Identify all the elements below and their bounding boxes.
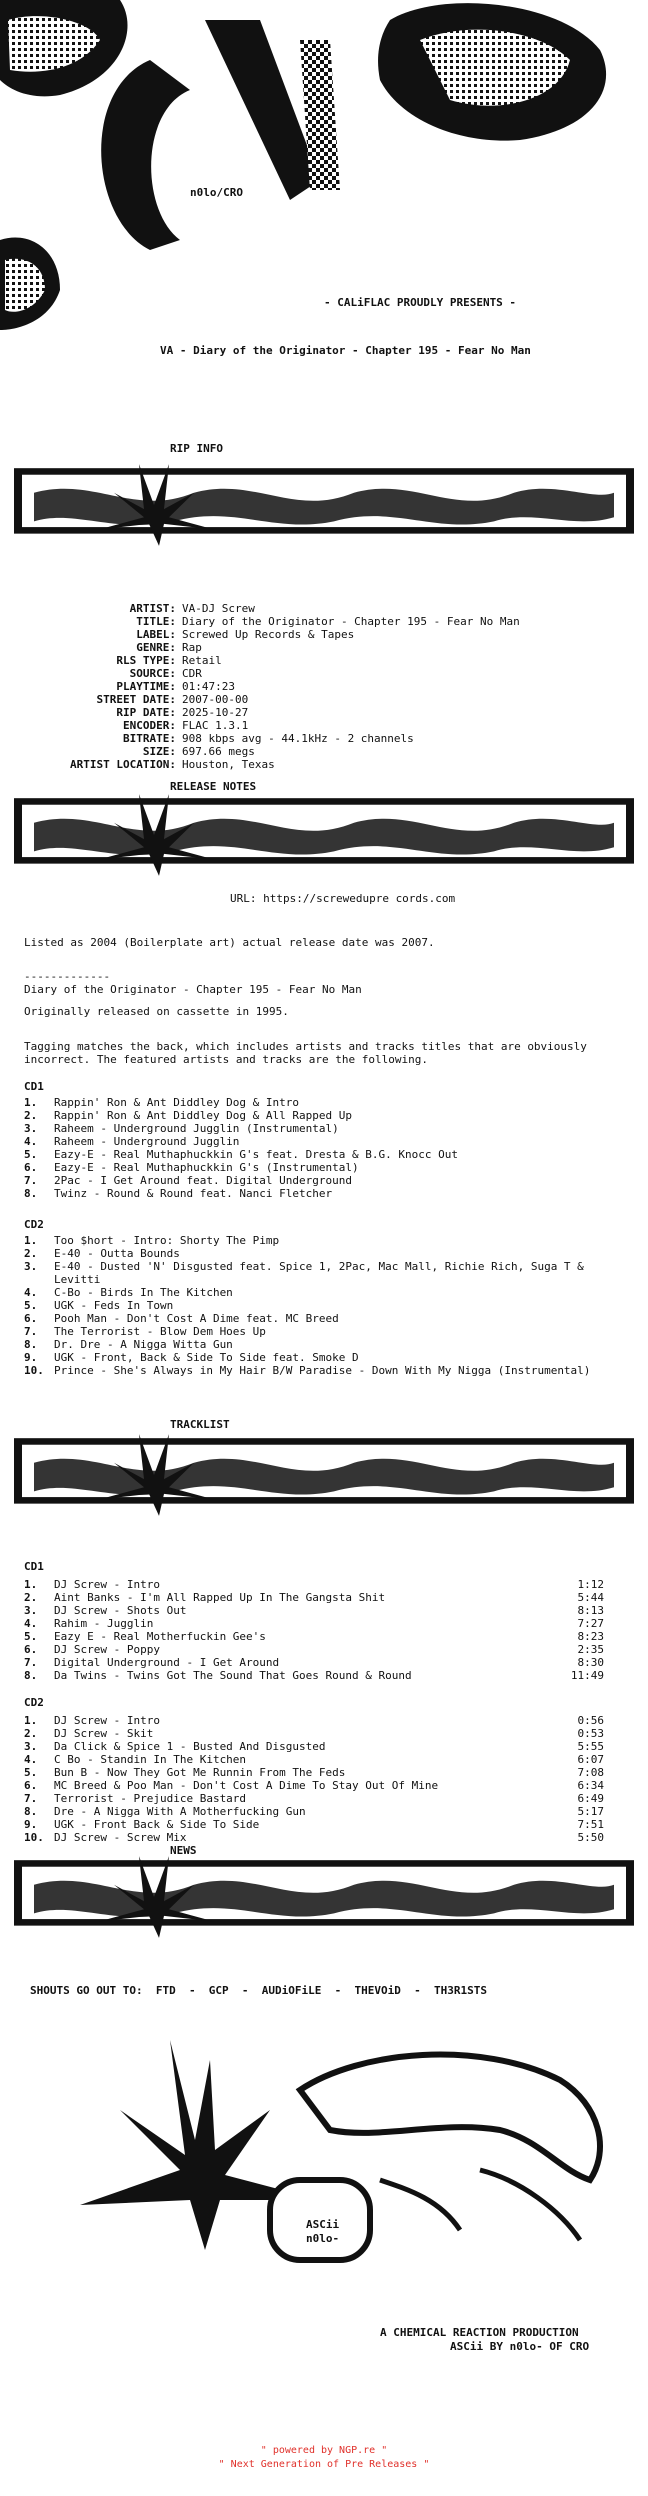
track-row: 2. Aint Banks - I'm All Rapped Up In The Gangsta Shit 5:44 xyxy=(24,1591,604,1604)
author-tag: n0lo/CRO xyxy=(190,186,243,199)
track-row: 2. DJ Screw - Skit 0:53 xyxy=(24,1727,604,1740)
notes-cd2-list xyxy=(24,1234,614,1377)
list-item: 5. UGK - Feds In Town xyxy=(24,1299,174,1312)
rip-info-row: LABEL: Screwed Up Records & Tapes xyxy=(136,628,355,641)
rip-info-row: PLAYTIME: 01:47:23 xyxy=(116,680,235,693)
track-row: 9. UGK - Front Back & Side To Side 7:51 xyxy=(24,1818,604,1831)
release-title: VA - Diary of the Originator - Chapter 195 - Fear No Man xyxy=(160,344,531,357)
list-item: 1. Too $hort - Intro: Shorty The Pimp xyxy=(24,1234,280,1247)
track-row: 8. Da Twins - Twins Got The Sound That Goes Round & Round 11:49 xyxy=(24,1669,604,1682)
list-item: 3. Raheem - Underground Jugglin (Instrumental) xyxy=(24,1122,339,1135)
section-title-tracklist: TRACKLIST xyxy=(170,1418,230,1431)
track-row: 6. MC Breed & Poo Man - Don't Cost A Dime To Stay Out Of Mine 6:34 xyxy=(24,1779,604,1792)
rip-info-row: BITRATE: 908 kbps avg - 44.1kHz - 2 channels xyxy=(123,732,414,745)
art-box-line: n0lo- xyxy=(306,2232,340,2245)
list-item: 7. 2Pac - I Get Around feat. Digital Underground xyxy=(24,1174,353,1187)
track-row: 3. Da Click & Spice 1 - Busted And Disgusted 5:55 xyxy=(24,1740,604,1753)
list-item: 1. Rappin' Ron & Ant Diddley Dog & Intro xyxy=(24,1096,300,1109)
section-title-news: NEWS xyxy=(170,1844,197,1857)
tracklist-cd1 xyxy=(24,1578,604,1682)
credits-line: ASCii BY n0lo- OF CRO xyxy=(450,2340,590,2353)
release-notes-para: Listed as 2004 (Boilerplate art) actual release date was 2007. xyxy=(24,936,435,949)
list-item: 6. Eazy-E - Real Muthaphuckkin G's (Instrumental) xyxy=(24,1161,359,1174)
rip-info-row: TITLE: Diary of the Originator - Chapter 195 - Fear No Man xyxy=(136,615,520,628)
cd-label: CD2 xyxy=(24,1696,44,1709)
list-item: 9. UGK - Front, Back & Side To Side feat. Smoke D xyxy=(24,1351,359,1364)
track-row: 8. Dre - A Nigga With A Motherfucking Gun 5:17 xyxy=(24,1805,604,1818)
footer-powered-by[interactable]: " powered by NGP.re " xyxy=(260,2445,388,2456)
cd-label: CD1 xyxy=(24,1560,44,1573)
track-row: 3. DJ Screw - Shots Out 8:13 xyxy=(24,1604,604,1617)
rip-info-row: STREET DATE: 2007-00-00 xyxy=(96,693,249,706)
list-item: 8. Dr. Dre - A Nigga Witta Gun xyxy=(24,1338,233,1351)
list-item: 2. E-40 - Outta Bounds xyxy=(24,1247,180,1260)
track-row: 7. Terrorist - Prejudice Bastard 6:49 xyxy=(24,1792,604,1805)
cd-label: CD1 xyxy=(24,1080,44,1093)
track-row: 4. Rahim - Jugglin 7:27 xyxy=(24,1617,604,1630)
list-item: 4. C-Bo - Birds In The Kitchen xyxy=(24,1286,233,1299)
rip-info-row: RLS TYPE: Retail xyxy=(116,654,222,667)
list-item: 7. The Terrorist - Blow Dem Hoes Up xyxy=(24,1325,266,1338)
rip-info-row: ARTIST: VA-DJ Screw xyxy=(129,602,255,615)
release-notes-subtitle: Diary of the Originator - Chapter 195 - Fear No Man xyxy=(24,983,362,996)
release-notes-url[interactable]: URL: https://screwedupre cords.com xyxy=(230,892,456,905)
rip-info-row: SIZE: 697.66 megs xyxy=(142,745,255,758)
section-title-rip-info: RIP INFO xyxy=(170,442,223,455)
track-row: 7. Digital Underground - I Get Around 8:30 xyxy=(24,1656,604,1669)
credits-line: A CHEMICAL REACTION PRODUCTION xyxy=(380,2326,579,2339)
divider-ascii-art xyxy=(14,790,634,880)
divider-ascii-art xyxy=(14,1430,634,1520)
cd-label: CD2 xyxy=(24,1218,44,1231)
shouts-line: SHOUTS GO OUT TO: FTD - GCP - AUDiOFiLE - THEVOiD - TH3R1STS xyxy=(30,1984,487,1997)
rip-info-row: ARTIST LOCATION: Houston, Texas xyxy=(70,758,275,771)
list-item: 8. Twinz - Round & Round feat. Nanci Fletcher xyxy=(24,1187,333,1200)
rip-info-row: RIP DATE: 2025-10-27 xyxy=(116,706,249,719)
notes-cd1-list xyxy=(24,1096,614,1200)
header-ascii-art xyxy=(0,0,648,330)
rip-info-row: SOURCE: CDR xyxy=(129,667,202,680)
list-item: 3. E-40 - Dusted 'N' Disgusted feat. Spice 1, 2Pac, Mac Mall, Richie Rich, Suga T & Levitti xyxy=(24,1260,584,1286)
track-row: 6. DJ Screw - Poppy 2:35 xyxy=(24,1643,604,1656)
divider-ascii-art xyxy=(14,1852,634,1942)
list-item: 2. Rappin' Ron & Ant Diddley Dog & All Rapped Up xyxy=(24,1109,353,1122)
track-row: 5. Eazy E - Real Motherfuckin Gee's 8:23 xyxy=(24,1630,604,1643)
track-row: 1. DJ Screw - Intro 1:12 xyxy=(24,1578,604,1591)
list-item: 10. Prince - She's Always in My Hair B/W Paradise - Down With My Nigga (Instrumental) xyxy=(24,1364,591,1377)
footer-tagline: " Next Generation of Pre Releases " xyxy=(218,2459,430,2470)
tracklist-cd2 xyxy=(24,1714,604,1844)
list-item: 4. Raheem - Underground Jugglin xyxy=(24,1135,240,1148)
rip-info-table xyxy=(0,602,520,771)
track-row: 5. Bun B - Now They Got Me Runnin From The Feds 7:08 xyxy=(24,1766,604,1779)
divider-line: ------------- xyxy=(24,970,111,983)
track-row: 1. DJ Screw - Intro 0:56 xyxy=(24,1714,604,1727)
rip-info-row: GENRE: Rap xyxy=(136,641,202,654)
divider-ascii-art xyxy=(14,460,634,550)
rip-info-row: ENCODER: FLAC 1.3.1 xyxy=(123,719,249,732)
release-notes-para: Tagging matches the back, which includes artists and tracks titles that are obviously incorrect. The featured artists and tracks are the following. xyxy=(24,1040,587,1066)
release-notes-para: Originally released on cassette in 1995. xyxy=(24,1005,289,1018)
track-row: 4. C Bo - Standin In The Kitchen 6:07 xyxy=(24,1753,604,1766)
presents-line: - CALiFLAC PROUDLY PRESENTS - xyxy=(324,296,517,309)
track-row: 10. DJ Screw - Screw Mix 5:50 xyxy=(24,1831,604,1844)
list-item: 5. Eazy-E - Real Muthaphuckkin G's feat. Dresta & B.G. Knocc Out xyxy=(24,1148,458,1161)
art-box-line: ASCii xyxy=(306,2218,340,2231)
section-title-release-notes: RELEASE NOTES xyxy=(170,780,257,793)
list-item: 6. Pooh Man - Don't Cost A Dime feat. MC Breed xyxy=(24,1312,339,1325)
